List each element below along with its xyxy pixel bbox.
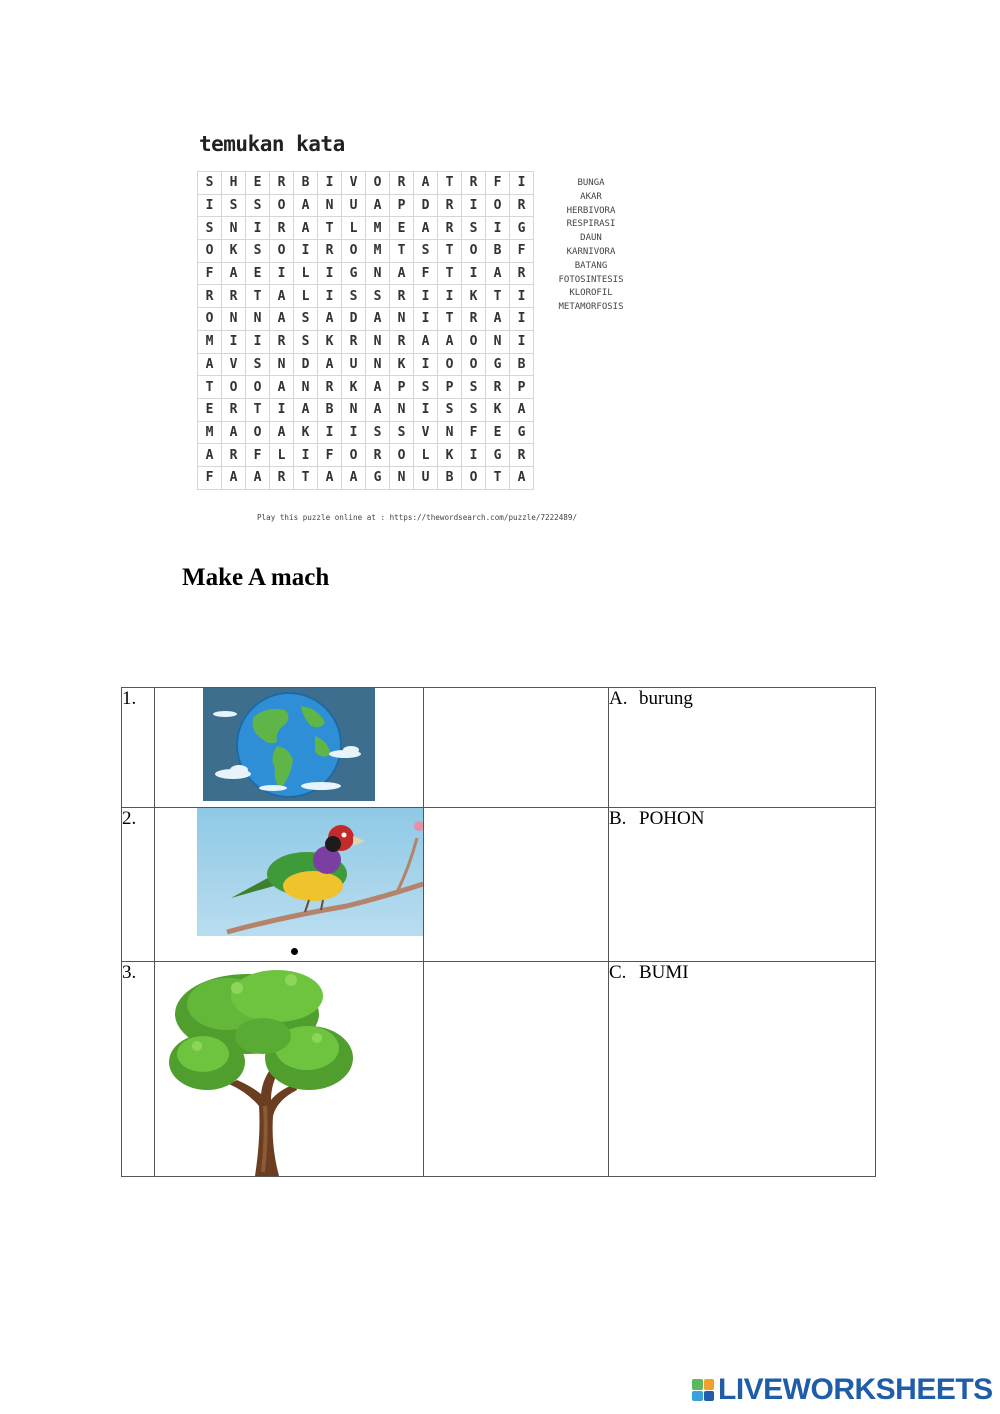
wordsearch-cell[interactable]: E <box>246 262 270 285</box>
wordsearch-cell[interactable]: K <box>294 421 318 444</box>
wordsearch-cell[interactable]: I <box>294 444 318 467</box>
wordsearch-cell[interactable]: T <box>438 308 462 331</box>
wordsearch-cell[interactable]: S <box>366 285 390 308</box>
wordsearch-word: RESPIRASI <box>566 219 616 230</box>
wordsearch-cell[interactable]: I <box>270 398 294 421</box>
match-row <box>122 688 876 808</box>
wordsearch-cell[interactable]: O <box>462 466 486 489</box>
wordsearch-cell[interactable]: B <box>438 466 462 489</box>
option-letter: A. <box>609 688 628 709</box>
wordsearch-cell[interactable]: N <box>294 376 318 399</box>
wordsearch-row <box>198 217 534 240</box>
wordsearch-cell[interactable]: S <box>414 376 438 399</box>
wordsearch-cell[interactable]: A <box>414 217 438 240</box>
wordsearch-cell[interactable]: T <box>246 285 270 308</box>
wordsearch-cell[interactable]: A <box>486 308 510 331</box>
wordsearch-cell[interactable]: R <box>222 398 246 421</box>
wordsearch-title: temukan kata <box>199 132 345 156</box>
wordsearch-cell[interactable]: B <box>510 353 534 376</box>
wordsearch-cell[interactable]: N <box>366 262 390 285</box>
wordsearch-cell[interactable]: S <box>342 285 366 308</box>
wordsearch-cell[interactable]: A <box>222 421 246 444</box>
wordsearch-cell[interactable]: M <box>198 421 222 444</box>
wordsearch-cell[interactable]: O <box>198 308 222 331</box>
wordsearch-cell[interactable]: S <box>246 240 270 263</box>
wordsearch-cell[interactable]: O <box>246 376 270 399</box>
match-picture-cell <box>155 688 424 808</box>
liveworksheets-logo-icon <box>692 1379 714 1401</box>
wordsearch-cell[interactable]: P <box>390 376 414 399</box>
wordsearch-cell[interactable]: K <box>438 444 462 467</box>
wordsearch-cell[interactable]: A <box>318 466 342 489</box>
wordsearch-word: BATANG <box>574 260 608 271</box>
wordsearch-cell[interactable]: R <box>390 285 414 308</box>
wordsearch-cell[interactable]: I <box>414 398 438 421</box>
wordsearch-cell[interactable]: L <box>270 444 294 467</box>
wordsearch-cell[interactable]: S <box>462 376 486 399</box>
wordsearch-cell[interactable]: E <box>486 421 510 444</box>
wordsearch-cell[interactable]: R <box>438 194 462 217</box>
match-option <box>609 688 876 808</box>
wordsearch-cell[interactable]: T <box>438 262 462 285</box>
wordsearch-footer: Play this puzzle online at : https://thewordsearch.com/puzzle/7222489/ <box>257 513 578 522</box>
wordsearch-cell[interactable]: N <box>246 308 270 331</box>
wordsearch-cell[interactable]: O <box>342 444 366 467</box>
wordsearch-cell[interactable]: L <box>414 444 438 467</box>
wordsearch-cell[interactable]: S <box>414 240 438 263</box>
wordsearch-cell[interactable]: A <box>270 285 294 308</box>
wordsearch-cell[interactable]: A <box>270 376 294 399</box>
wordsearch-cell[interactable]: I <box>462 444 486 467</box>
wordsearch-cell[interactable]: A <box>198 353 222 376</box>
wordsearch-cell[interactable]: G <box>366 466 390 489</box>
wordsearch-cell[interactable]: U <box>414 466 438 489</box>
wordsearch-cell[interactable]: I <box>486 217 510 240</box>
wordsearch-cell[interactable]: S <box>198 172 222 195</box>
match-option <box>609 962 876 1177</box>
wordsearch-cell[interactable]: D <box>294 353 318 376</box>
wordsearch-cell[interactable]: N <box>390 466 414 489</box>
match-answer-blank[interactable] <box>424 688 609 808</box>
wordsearch-cell[interactable]: A <box>270 308 294 331</box>
match-section-title: Make A mach <box>182 564 330 591</box>
wordsearch-cell[interactable]: R <box>270 172 294 195</box>
wordsearch-cell[interactable]: N <box>390 308 414 331</box>
wordsearch-cell[interactable]: H <box>222 172 246 195</box>
wordsearch-cell[interactable]: G <box>486 444 510 467</box>
wordsearch-cell[interactable]: E <box>246 172 270 195</box>
wordsearch-cell[interactable]: A <box>366 194 390 217</box>
wordsearch-cell[interactable]: I <box>270 262 294 285</box>
wordsearch-cell[interactable]: A <box>414 330 438 353</box>
match-row <box>122 808 876 962</box>
wordsearch-word-list <box>550 177 632 315</box>
wordsearch-cell[interactable]: R <box>318 376 342 399</box>
wordsearch-cell[interactable]: P <box>390 194 414 217</box>
wordsearch-cell[interactable]: P <box>510 376 534 399</box>
wordsearch-cell[interactable]: N <box>222 308 246 331</box>
wordsearch-cell[interactable]: I <box>510 172 534 195</box>
wordsearch-row <box>198 262 534 285</box>
match-table <box>121 687 876 1177</box>
wordsearch-word: HERBIVORA <box>566 205 616 216</box>
wordsearch-cell[interactable]: R <box>510 262 534 285</box>
liveworksheets-brand[interactable] <box>692 1374 993 1406</box>
wordsearch-cell[interactable]: A <box>294 398 318 421</box>
wordsearch-cell[interactable]: A <box>318 308 342 331</box>
wordsearch-cell[interactable]: I <box>414 353 438 376</box>
wordsearch-cell[interactable]: A <box>246 466 270 489</box>
wordsearch-row <box>198 308 534 331</box>
wordsearch-cell[interactable]: N <box>366 330 390 353</box>
wordsearch-cell[interactable]: S <box>462 398 486 421</box>
match-row-number: 3. <box>122 962 155 1177</box>
wordsearch-cell[interactable]: A <box>294 217 318 240</box>
wordsearch-cell[interactable]: U <box>342 194 366 217</box>
wordsearch-cell[interactable]: S <box>294 308 318 331</box>
wordsearch-cell[interactable]: A <box>390 262 414 285</box>
wordsearch-cell[interactable]: I <box>510 285 534 308</box>
wordsearch-cell[interactable]: S <box>438 398 462 421</box>
wordsearch-cell[interactable]: B <box>486 240 510 263</box>
wordsearch-cell[interactable]: I <box>318 421 342 444</box>
wordsearch-cell[interactable]: I <box>438 285 462 308</box>
wordsearch-cell[interactable]: S <box>462 217 486 240</box>
wordsearch-cell[interactable]: L <box>294 262 318 285</box>
wordsearch-cell[interactable]: V <box>342 172 366 195</box>
wordsearch-cell[interactable]: D <box>414 194 438 217</box>
option-text: BUMI <box>639 962 689 983</box>
wordsearch-cell[interactable]: A <box>222 262 246 285</box>
wordsearch-cell[interactable]: A <box>366 398 390 421</box>
wordsearch-cell[interactable]: A <box>414 172 438 195</box>
wordsearch-cell[interactable]: R <box>222 285 246 308</box>
wordsearch-cell[interactable]: R <box>462 308 486 331</box>
wordsearch-cell[interactable]: R <box>462 172 486 195</box>
wordsearch-cell[interactable]: O <box>462 353 486 376</box>
wordsearch-cell[interactable]: E <box>198 398 222 421</box>
earth-globe-picture <box>203 688 375 801</box>
wordsearch-cell[interactable]: I <box>510 308 534 331</box>
wordsearch-cell[interactable]: T <box>390 240 414 263</box>
wordsearch-cell[interactable]: G <box>510 421 534 444</box>
wordsearch-cell[interactable]: O <box>198 240 222 263</box>
wordsearch-row <box>198 444 534 467</box>
wordsearch-cell[interactable]: T <box>318 217 342 240</box>
wordsearch-cell[interactable]: I <box>246 330 270 353</box>
wordsearch-cell[interactable]: O <box>438 353 462 376</box>
wordsearch-cell[interactable]: B <box>318 398 342 421</box>
wordsearch-cell[interactable]: O <box>222 376 246 399</box>
wordsearch-cell[interactable]: S <box>222 194 246 217</box>
wordsearch-cell[interactable]: N <box>486 330 510 353</box>
wordsearch-cell[interactable]: A <box>366 376 390 399</box>
wordsearch-cell[interactable]: A <box>222 466 246 489</box>
wordsearch-cell[interactable]: R <box>270 466 294 489</box>
wordsearch-cell[interactable]: F <box>414 262 438 285</box>
wordsearch-cell[interactable]: R <box>510 194 534 217</box>
wordsearch-cell[interactable]: K <box>390 353 414 376</box>
wordsearch-cell[interactable]: F <box>198 262 222 285</box>
wordsearch-cell[interactable]: A <box>318 353 342 376</box>
wordsearch-row <box>198 285 534 308</box>
wordsearch-cell[interactable]: O <box>462 240 486 263</box>
wordsearch-cell[interactable]: S <box>366 421 390 444</box>
wordsearch-cell[interactable]: G <box>342 262 366 285</box>
bird-on-branch-picture <box>197 808 423 936</box>
wordsearch-cell[interactable]: R <box>366 444 390 467</box>
wordsearch-cell[interactable]: I <box>246 217 270 240</box>
wordsearch-cell[interactable]: S <box>198 217 222 240</box>
wordsearch-cell[interactable]: I <box>318 262 342 285</box>
wordsearch-cell[interactable]: F <box>318 444 342 467</box>
wordsearch-cell[interactable]: T <box>246 398 270 421</box>
wordsearch-cell[interactable]: F <box>510 240 534 263</box>
wordsearch-cell[interactable]: R <box>198 285 222 308</box>
wordsearch-row <box>198 353 534 376</box>
wordsearch-cell[interactable]: N <box>438 421 462 444</box>
wordsearch-cell[interactable]: I <box>318 285 342 308</box>
wordsearch-cell[interactable]: I <box>198 194 222 217</box>
wordsearch-cell[interactable]: L <box>294 285 318 308</box>
wordsearch-cell[interactable]: N <box>318 194 342 217</box>
wordsearch-cell[interactable]: I <box>414 285 438 308</box>
wordsearch-cell[interactable]: O <box>270 194 294 217</box>
option-letter: C. <box>609 962 627 983</box>
wordsearch-cell[interactable]: N <box>366 353 390 376</box>
wordsearch-cell[interactable]: M <box>366 217 390 240</box>
wordsearch-cell[interactable]: E <box>390 217 414 240</box>
wordsearch-cell[interactable]: L <box>342 217 366 240</box>
wordsearch-cell[interactable]: O <box>390 444 414 467</box>
wordsearch-word: FOTOSINTESIS <box>558 274 624 285</box>
wordsearch-cell[interactable]: V <box>222 353 246 376</box>
wordsearch-cell[interactable]: A <box>198 444 222 467</box>
match-picture-cell <box>155 808 424 962</box>
wordsearch-cell[interactable]: I <box>414 308 438 331</box>
wordsearch-cell[interactable]: I <box>510 330 534 353</box>
wordsearch-cell[interactable]: I <box>462 194 486 217</box>
wordsearch-cell[interactable]: N <box>342 398 366 421</box>
wordsearch-cell[interactable]: R <box>222 444 246 467</box>
wordsearch-cell[interactable]: F <box>486 172 510 195</box>
wordsearch-row <box>198 194 534 217</box>
wordsearch-cell[interactable]: V <box>414 421 438 444</box>
option-letter: B. <box>609 808 627 829</box>
wordsearch-cell[interactable]: F <box>246 444 270 467</box>
wordsearch-cell[interactable]: K <box>222 240 246 263</box>
wordsearch-cell[interactable]: T <box>294 466 318 489</box>
wordsearch-cell[interactable]: S <box>246 353 270 376</box>
wordsearch-cell[interactable]: G <box>486 353 510 376</box>
wordsearch-word: KLOROFIL <box>569 288 613 299</box>
wordsearch-cell[interactable]: R <box>270 217 294 240</box>
wordsearch-cell[interactable]: O <box>486 194 510 217</box>
wordsearch-row <box>198 421 534 444</box>
wordsearch-cell[interactable]: A <box>294 194 318 217</box>
wordsearch-cell[interactable]: I <box>462 262 486 285</box>
match-row-number: 1. <box>122 688 155 808</box>
wordsearch-cell[interactable]: I <box>318 172 342 195</box>
wordsearch-cell[interactable]: A <box>510 398 534 421</box>
wordsearch-cell[interactable]: A <box>366 308 390 331</box>
wordsearch-row <box>198 398 534 421</box>
wordsearch-cell[interactable]: S <box>294 330 318 353</box>
wordsearch-cell[interactable]: F <box>462 421 486 444</box>
wordsearch-cell[interactable]: R <box>342 330 366 353</box>
brand-text: LIVEWORKSHEETS <box>718 1373 993 1406</box>
wordsearch-word: KARNIVORA <box>566 246 616 257</box>
wordsearch-cell[interactable]: S <box>246 194 270 217</box>
wordsearch-cell[interactable]: M <box>366 240 390 263</box>
option-text: burung <box>639 688 693 709</box>
match-answer-blank[interactable] <box>424 808 609 962</box>
wordsearch-cell[interactable]: G <box>510 217 534 240</box>
wordsearch-cell[interactable]: A <box>270 421 294 444</box>
match-option <box>609 808 876 962</box>
wordsearch-row <box>198 172 534 195</box>
wordsearch-cell[interactable]: R <box>510 444 534 467</box>
wordsearch-cell[interactable]: T <box>198 376 222 399</box>
wordsearch-cell[interactable]: N <box>270 353 294 376</box>
wordsearch-row <box>198 376 534 399</box>
wordsearch-cell[interactable]: I <box>294 240 318 263</box>
wordsearch-cell[interactable]: P <box>438 376 462 399</box>
wordsearch-cell[interactable]: N <box>390 398 414 421</box>
wordsearch-word: DAUN <box>580 233 602 244</box>
wordsearch-cell[interactable]: N <box>222 217 246 240</box>
wordsearch-cell[interactable]: T <box>438 240 462 263</box>
wordsearch-cell[interactable]: T <box>486 285 510 308</box>
wordsearch-cell[interactable]: A <box>486 262 510 285</box>
wordsearch-cell[interactable]: R <box>390 172 414 195</box>
wordsearch-cell[interactable]: A <box>438 330 462 353</box>
wordsearch-cell[interactable]: R <box>270 330 294 353</box>
match-row <box>122 962 876 1177</box>
wordsearch-word: AKAR <box>580 191 602 202</box>
wordsearch-cell[interactable]: O <box>366 172 390 195</box>
match-answer-blank[interactable] <box>424 962 609 1177</box>
option-text: POHON <box>639 808 705 829</box>
wordsearch-cell[interactable]: O <box>270 240 294 263</box>
wordsearch-cell[interactable]: I <box>342 421 366 444</box>
wordsearch-cell[interactable]: K <box>462 285 486 308</box>
bullet-dot <box>291 948 298 955</box>
wordsearch-cell[interactable]: M <box>198 330 222 353</box>
wordsearch-cell[interactable]: K <box>486 398 510 421</box>
wordsearch-grid <box>197 171 534 490</box>
wordsearch-word: BUNGA <box>577 178 605 188</box>
wordsearch-cell[interactable]: A <box>510 466 534 489</box>
wordsearch-cell[interactable]: R <box>486 376 510 399</box>
wordsearch-word: METAMORFOSIS <box>558 302 624 313</box>
wordsearch-row <box>198 240 534 263</box>
wordsearch-row <box>198 466 534 489</box>
wordsearch-row <box>198 330 534 353</box>
match-picture-cell <box>155 962 424 1177</box>
wordsearch-cell[interactable]: D <box>342 308 366 331</box>
wordsearch-cell[interactable]: S <box>390 421 414 444</box>
wordsearch-cell[interactable]: T <box>486 466 510 489</box>
wordsearch-cell[interactable]: R <box>438 217 462 240</box>
wordsearch-cell[interactable]: O <box>246 421 270 444</box>
green-tree-picture <box>167 966 357 1176</box>
wordsearch-cell[interactable]: T <box>438 172 462 195</box>
wordsearch-cell[interactable]: O <box>462 330 486 353</box>
wordsearch-cell[interactable]: K <box>342 376 366 399</box>
wordsearch-cell[interactable]: R <box>318 240 342 263</box>
match-row-number: 2. <box>122 808 155 962</box>
wordsearch-cell[interactable]: R <box>390 330 414 353</box>
wordsearch-cell[interactable]: O <box>342 240 366 263</box>
wordsearch-cell[interactable]: B <box>294 172 318 195</box>
wordsearch-cell[interactable]: U <box>342 353 366 376</box>
wordsearch-cell[interactable]: K <box>318 330 342 353</box>
wordsearch-cell[interactable]: I <box>222 330 246 353</box>
wordsearch-cell[interactable]: A <box>342 466 366 489</box>
wordsearch-cell[interactable]: F <box>198 466 222 489</box>
